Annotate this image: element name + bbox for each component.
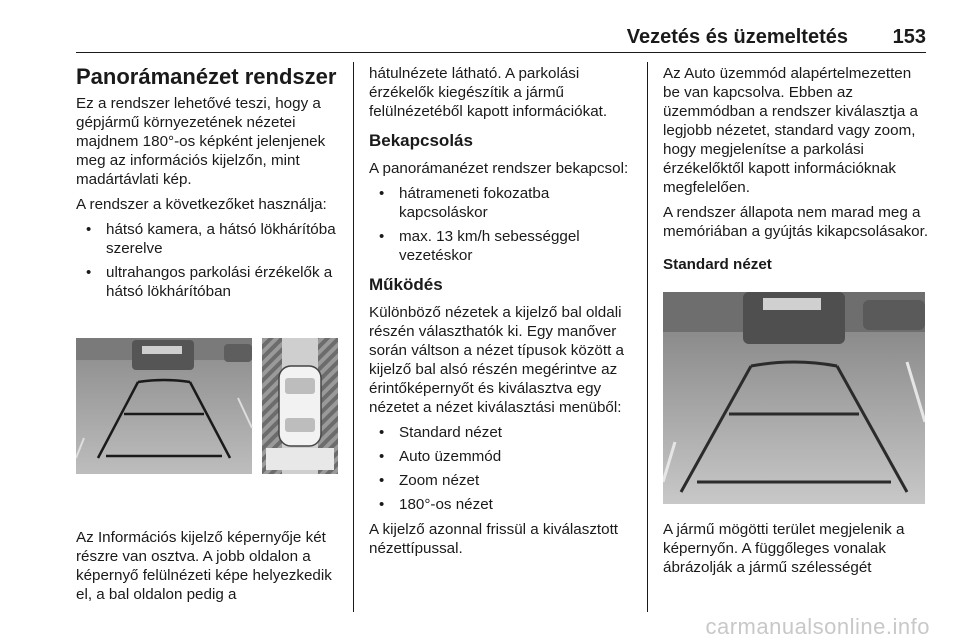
- continued-paragraph: hátulnézete látható. A parkolási érzékelők kiegészítik a jármű felülnézetéből kapott információkat.: [369, 65, 608, 120]
- running-title: Vezetés és üzemeltetés: [626, 26, 848, 48]
- list-item: • hátrameneti fokozatba kapcsoláskor: [369, 184, 637, 222]
- view-list: [369, 423, 637, 514]
- page-number: 153: [892, 26, 926, 48]
- subheading-activation: Bekapcsolás: [369, 131, 473, 150]
- column-1: [76, 64, 344, 307]
- auto-mode-paragraph: Az Auto üzemmód alapértelmezetten be van kapcsolva. Ebben az üzemmódban a rendszer kiválasztja a legjobb nézetet, standard vagy zoom, hogy megjelenítse a parkolási érzékelőktől kapott információknak megfelelően.: [663, 65, 918, 196]
- activation-paragraph: A panorámanézet rendszer bekapcsol:: [369, 160, 629, 177]
- list-item: • Standard nézet: [369, 423, 637, 442]
- column-1-bottom: [76, 528, 344, 610]
- activation-list: [369, 184, 637, 265]
- column-3: [663, 64, 929, 286]
- section-heading: Panorámanézet rendszer: [76, 64, 337, 89]
- list-item: • 180°-os nézet: [369, 495, 637, 514]
- standard-view-paragraph: A jármű mögötti terület megjelenik a képernyőn. A függőleges vonalak ábrázolják a jármű szélességét: [663, 521, 905, 576]
- refresh-paragraph: A kijelző azonnal frissül a kiválasztott nézettípussal.: [369, 521, 619, 557]
- list-item: • Auto üzemmód: [369, 447, 637, 466]
- list-item: • ultrahangos parkolási érzékelők a hátsó lökhárítóban: [76, 263, 344, 301]
- column-3-bottom: [663, 520, 929, 583]
- column-divider-2: [647, 62, 648, 612]
- camera-illustration: [76, 338, 338, 474]
- standard-view-figure: [663, 292, 925, 504]
- subheading-operation: Működés: [369, 275, 443, 294]
- memory-paragraph: A rendszer állapota nem marad meg a memóriában a gyújtás kikapcsolásakor.: [663, 204, 929, 240]
- operation-paragraph: Különböző nézetek a kijelző bal oldali részén választhatók ki. Egy manőver során váltson a nézet típusok között a kijelző bal alsó részén megérintve az érintőképernyőt és kiválasztva egy nézetet a nézet kiválasztási menüből:: [369, 304, 624, 416]
- list-item: • max. 13 km/h sebességgel vezetéskor: [369, 227, 637, 265]
- column-2: [369, 64, 637, 564]
- uses-paragraph: A rendszer a következőket használja:: [76, 196, 327, 213]
- page-header: [76, 26, 926, 52]
- list-item: • Zoom nézet: [369, 471, 637, 490]
- subheading-standard-view: Standard nézet: [663, 256, 772, 273]
- intro-paragraph: Ez a rendszer lehetővé teszi, hogy a gépjármű környezetének nézetei majdnem 180°-os képként jelenjenek meg az információs kijelzőn, mint madártávlati kép.: [76, 95, 326, 188]
- display-paragraph: Az Információs kijelző képernyője két részre van osztva. A jobb oldalon a képernyő felülnézeti képe helyezkedik el, a bal oldalon pedig a: [76, 529, 332, 603]
- watermark: carmanualsonline.info: [705, 614, 930, 639]
- column-divider-1: [353, 62, 354, 612]
- component-list: [76, 220, 344, 301]
- standard-view-illustration: [663, 292, 925, 504]
- parked-car-icon: [132, 340, 194, 370]
- header-rule: [76, 52, 926, 53]
- list-item: • hátsó kamera, a hátsó lökhárítóba szerelve: [76, 220, 344, 258]
- panorama-view-figure: [76, 338, 338, 474]
